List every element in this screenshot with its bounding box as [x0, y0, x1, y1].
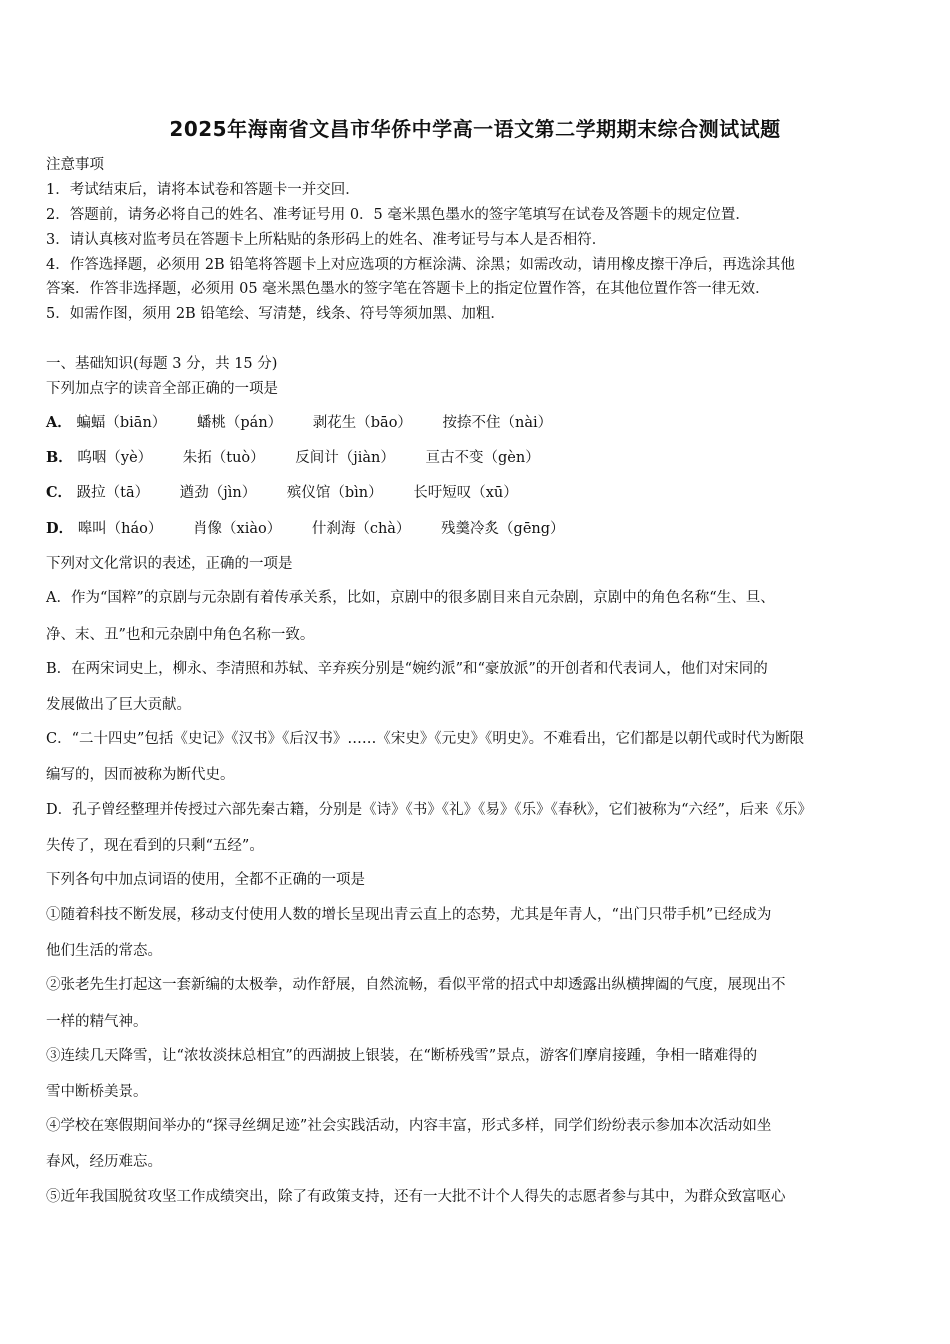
- option-item: 呜咽（yè）: [77, 450, 153, 466]
- answer-line: 编写的，因而被称为断代史。: [46, 767, 235, 783]
- sentence-line: 春风，经历难忘。: [46, 1154, 162, 1170]
- sentence-line: ③连续几天降雪，让“浓妆淡抹总相宜”的西湖披上银装，在“断桥残雪”景点，游客们摩肩接踵，争相一睹难得的: [46, 1048, 758, 1064]
- option-label: D．: [46, 520, 74, 537]
- option-item: 亘古不变（gèn）: [425, 450, 540, 466]
- answer-line: 失传了，现在看到的只剩“五经”。: [46, 838, 264, 854]
- option-item: 什刹海（chà）: [311, 521, 411, 537]
- option-item: 蝙蝠（biān）: [76, 415, 167, 431]
- option-c: [46, 481, 544, 502]
- sentence-line: ①随着科技不断发展，移动支付使用人数的增长呈现出青云直上的态势，尤其是年青人，“出门只带手机”已经成为: [46, 907, 772, 923]
- option-item: 朱拓（tuò）: [182, 450, 265, 466]
- answer-line: B．在两宋词史上，柳永、李清照和苏轼、辛弃疾分别是“婉约派”和“豪放派”的开创者和代表词人，他们对宋同的: [46, 661, 768, 677]
- answer-line: C．“二十四史”包括《史记》《汉书》《后汉书》……《宋史》《元史》《明史》。不难看出，它们都是以朝代或时代为断限: [46, 731, 805, 747]
- option-d: [46, 517, 591, 538]
- sentence-line: 一样的精气神。: [46, 1014, 148, 1030]
- option-item: 长吁短叹（xū）: [413, 485, 518, 501]
- question-stem: 下列对文化常识的表述，正确的一项是: [46, 556, 293, 572]
- note-line: 2．答题前，请务必将自己的姓名、准考证号用 0．5 毫米黑色墨水的签字笔填写在试卷及答题卡的规定位置．: [46, 207, 750, 223]
- answer-line: 发展做出了巨大贡献。: [46, 697, 191, 713]
- option-item: 殡仪馆（bìn）: [286, 485, 383, 501]
- option-item: 趿拉（tā）: [76, 485, 150, 501]
- question-stem: 下列加点字的读音全部正确的一项是: [46, 381, 278, 397]
- option-item: 肖像（xiào）: [193, 521, 282, 537]
- sentence-line: 雪中断桥美景。: [46, 1084, 148, 1100]
- option-item: 按捺不住（nài）: [442, 415, 553, 431]
- answer-line: A．作为“国粹”的京剧与元杂剧有着传承关系，比如，京剧中的很多剧目来自元杂剧，京剧中的角色名称“生、旦、: [46, 590, 775, 606]
- sentence-line: ②张老先生打起这一套新编的太极拳，动作舒展，自然流畅，看似平常的招式中却透露出纵横捭阖的气度，展现出不: [46, 977, 786, 993]
- option-item: 残羹冷炙（gēng）: [441, 521, 565, 537]
- question-stem: 下列各句中加点词语的使用，全都不正确的一项是: [46, 872, 365, 888]
- note-line: 1．考试结束后，请将本试卷和答题卡一并交回．: [46, 182, 360, 198]
- option-item: 遒劲（jìn）: [179, 485, 257, 501]
- option-item: 嗥叫（háo）: [77, 521, 163, 537]
- option-item: 反间计（jiàn）: [295, 450, 395, 466]
- note-line: 答案．作答非选择题，必须用 05 毫米黑色墨水的签字笔在答题卡上的指定位置作答，在其他位置作答一律无效．: [46, 281, 770, 297]
- option-a: [46, 411, 578, 432]
- answer-line: 净、末、丑”也和元杂剧中角色名称一致。: [46, 627, 315, 643]
- option-label: B．: [46, 449, 73, 466]
- note-line: 3．请认真核对监考员在答题卡上所粘贴的条形码上的姓名、准考证号与本人是否相符．: [46, 232, 607, 248]
- note-line: 5．如需作图，须用 2B 铅笔绘、写清楚，线条、符号等须加黑、加粗．: [46, 306, 505, 322]
- answer-line: D．孔子曾经整理并传授过六部先秦古籍，分别是《诗》《书》《礼》《易》《乐》《春秋》，它们被称为“六经”，后来《乐》: [46, 802, 812, 818]
- page-title: 2025年海南省文昌市华侨中学高一语文第二学期期末综合测试试题: [169, 117, 781, 141]
- sentence-line: 他们生活的常态。: [46, 943, 162, 959]
- option-b: [46, 446, 566, 467]
- option-label: C．: [46, 484, 73, 501]
- option-label: A．: [46, 414, 72, 431]
- notes-heading: 注意事项: [46, 157, 104, 173]
- sentence-line: ⑤近年我国脱贫攻坚工作成绩突出，除了有政策支持，还有一大批不计个人得失的志愿者参与其中，为群众致富呕心: [46, 1189, 786, 1205]
- section-heading: 一、基础知识(每题 3 分，共 15 分): [46, 356, 278, 372]
- option-item: 蟠桃（pán）: [196, 415, 283, 431]
- note-line: 4．作答选择题，必须用 2B 铅笔将答题卡上对应选项的方框涂满、涂黑；如需改动，请用橡皮擦干净后，再选涂其他: [46, 257, 795, 273]
- option-item: 剥花生（bāo）: [312, 415, 412, 431]
- sentence-line: ④学校在寒假期间举办的“探寻丝绸足迹”社会实践活动，内容丰富，形式多样，同学们纷纷表示参加本次活动如坐: [46, 1118, 772, 1134]
